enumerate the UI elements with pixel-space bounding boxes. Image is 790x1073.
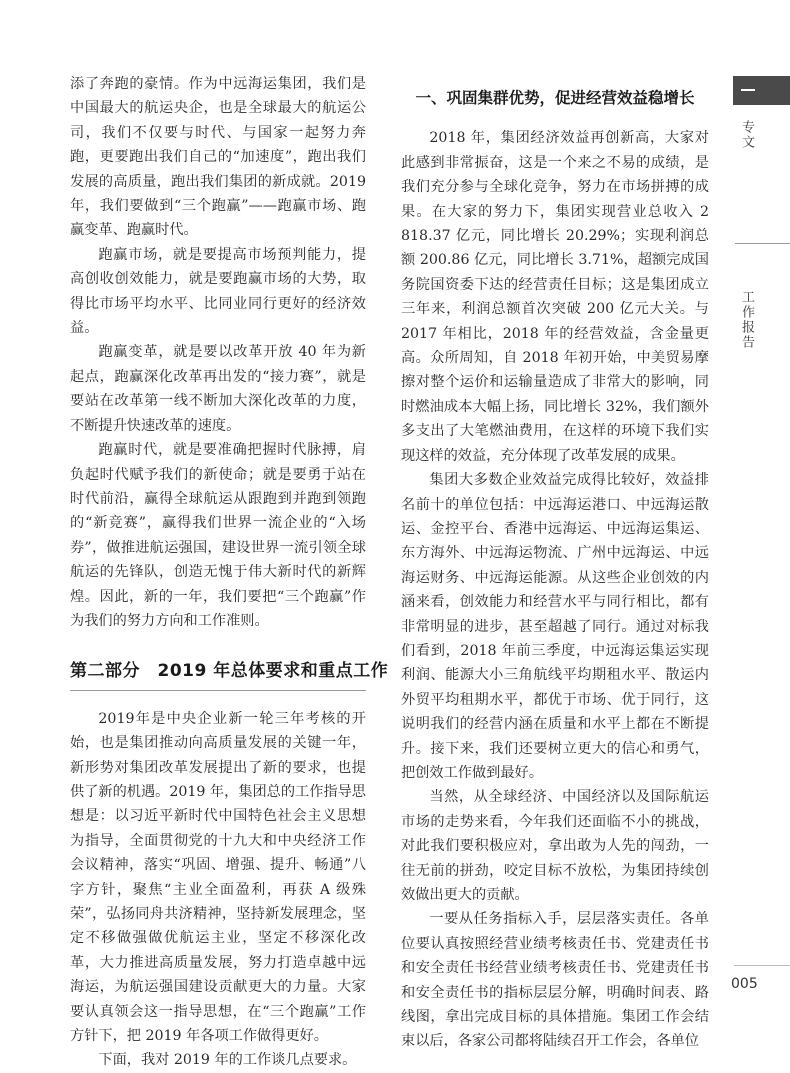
tab-mark-icon xyxy=(741,89,755,91)
paragraph: 集团大多数企业效益完成得比较好，效益排名前十的单位包括：中远海运港口、中远海运散运、金控平台、香港中远海运、中远海运集运、东方海外、中远海运物流、广州中远海运、中远海运财务、中远海运能源。从这些企业创效的内涵来看，创效能力和经营水平与同行相比，都有非常明显的进步，甚至超越了同行。通过对标我们看到，2018 年前三季度，中远海运集运实现利润、能源大小三角航线平均期租水平、散运内外贸平均租期水平，都优于市场、优于同行，这说明我们的经营内涵在质量和水平上都在不断提升。接下来，我们还要树立更大的信心和勇气，把创效工作做到最好。 xyxy=(401,472,709,781)
section-tab xyxy=(733,76,790,105)
paragraph: 跑赢市场，就是要提高市场预判能力，提高创收创效能力，就是要跑赢市场的大势，取得比市场平均水平、比同业同行更好的经济效益。 xyxy=(70,246,366,337)
section-label: 专文 xyxy=(739,120,754,150)
category-label: 工作报告 xyxy=(739,290,754,350)
paragraph: 跑赢时代，就是要准确把握时代脉搏，肩负起时代赋予我们的新使命；就是要勇于站在时代前沿，赢得全球航运从跟跑到并跑到领跑的“新竞赛”，赢得我们世界一流企业的“入场券”，做推进航运强国，建设世界一流引领全球航运的先锋队，创造无愧于伟大新时代的新辉煌。因此，新的一年，我们要把“三个跑赢”作为我们的努力方向和工作准则。 xyxy=(70,442,366,629)
paragraph: 当然，从全球经济、中国经济以及国际航运市场的走势来看，今年我们还面临不小的挑战，对此我们要积极应对，拿出敢为人先的闯劲，一往无前的拼劲，咬定目标不放松，为集团持续创效做出更大的贡献。 xyxy=(401,789,709,903)
page-number: 005 xyxy=(731,976,758,992)
footer-divider xyxy=(734,965,790,966)
paragraph: 2019年是中央企业新一轮三年考核的开始，也是集团推动向高质量发展的关键一年，新形势对集团改革发展提出了新的要求，也提供了新的机遇。2019 年，集团总的工作指导思想是：以习近平新时代中国特色社会主义思想为指导，全面贯彻党的十九大和中央经济工作会议精神，落实“巩固、增强、提升、畅通”八字方针，聚焦“主业全面盈利，再获 A 级殊荣”，弘扬同舟共济精神，坚持新发展理念，坚定不移做强做优航运主业，坚定不移深化改革，大力推进高质量发展，努力打造卓越中远海运，为航运强国建设贡献更大的力量。大家要认真领会这一指导思想，在“三个跑赢”工作方针下，把 2019 年各项工作做得更好。 xyxy=(70,710,366,1045)
paragraph: 添了奔跑的豪情。作为中远海运集团，我们是中国最大的航运央企，也是全球最大的航运公司，我们不仅要与时代、与国家一起努力奔跑，更要跑出我们自己的“加速度”，跑出我们发展的高质量，跑出我们集团的新成就。2019 年，我们要做到“三个跑赢”——跑赢市场、跑赢变革、跑赢时代。 xyxy=(70,76,366,239)
paragraph: 一要从任务指标入手，层层落实责任。各单位要认真按照经营业绩考核责任书、党建责任书和安全责任书经营业绩考核责任书、党建责任书和安全责任书的指标层层分解，明确时间表、路线图，拿出完成目标的具体措施。集团工作会结束以后，各家公司都将陆续召开工作会，各单位 xyxy=(401,911,709,1050)
left-column xyxy=(70,72,389,1073)
part-two-heading: 第二部分 2019 年总体要求和重点工作 xyxy=(70,659,366,690)
right-column xyxy=(401,72,709,1054)
paragraph: 下面，我对 2019 年的工作谈几点要求。 xyxy=(98,1052,357,1069)
paragraph: 跑赢变革，就是要以改革开放 40 年为新起点，跑赢深化改革再出发的“接力赛”，就是要站在改革第一线不断加大深化改革的力度，不断提升快速改革的速度。 xyxy=(70,344,366,434)
side-divider xyxy=(735,243,790,244)
paragraph: 2018 年，集团经济效益再创新高，大家对此感到非常振奋，这是一个来之不易的成绩，是我们充分参与全球化竞争，努力在市场拼搏的成果。在大家的努力下，集团实现营业总收入 2 818.37 亿元，同比增长 20.29%；实现利润总额 200.86 亿元，同比增长 3.71%，超额完成国务院国资委下达的经营责任目标；这是集团成立三年来，利润总额首次突破 200 亿元大关。与 2017 年相比，2018 年的经营效益，含金量更高。众所周知，自 2018 年初开始，中美贸易摩擦对整个运价和运输量造成了非常大的影响，同时燃油成本大幅上扬，同比增长 32%，我们额外多支出了大笔燃油费用，在这样的环境下我们实现这样的效益，充分体现了改革发展的成果。 xyxy=(401,130,709,464)
section-one-heading: 一、巩固集群优势，促进经营效益稳增长 xyxy=(415,89,695,107)
